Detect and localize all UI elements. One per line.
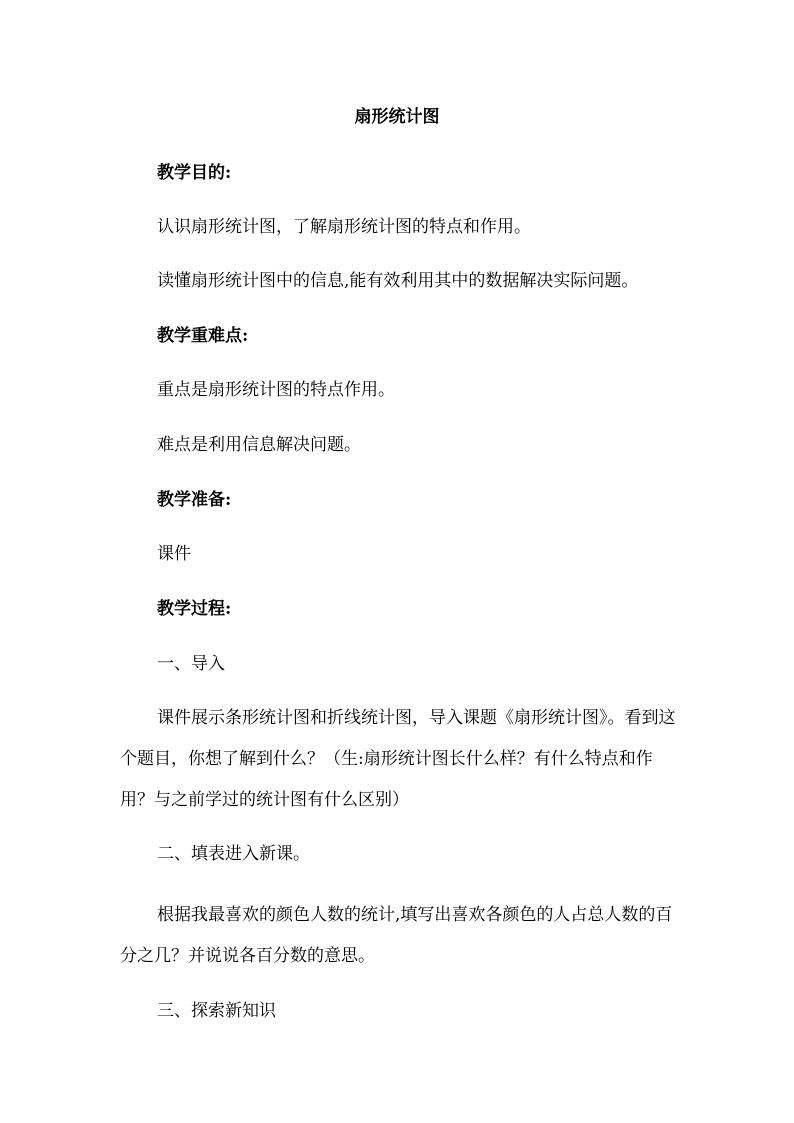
preparation-text: 课件 bbox=[157, 544, 191, 564]
section-3-heading: 三、探索新知识 bbox=[157, 1001, 276, 1021]
key-point: 重点是扇形统计图的特点作用。 bbox=[157, 380, 395, 400]
objective-1: 认识扇形统计图，了解扇形统计图的特点和作用。 bbox=[157, 217, 531, 237]
difficult-point: 难点是利用信息解决问题。 bbox=[157, 435, 361, 455]
objectives-heading: 教学目的: bbox=[157, 163, 232, 183]
preparation-heading: 教学准备: bbox=[157, 490, 232, 510]
objective-2: 读懂扇形统计图中的信息,能有效利用其中的数据解决实际问题。 bbox=[157, 271, 639, 291]
document-title: 扇形统计图 bbox=[354, 107, 440, 127]
section-2-paragraph: 根据我最喜欢的颜色人数的统计,填写出喜欢各颜色的人占总人数的百分之几？并说说各百分数的意思。 bbox=[120, 905, 673, 966]
section-1-paragraph: 课件展示条形统计图和折线统计图，导入课题《扇形统计图》。看到这个题目，你想了解到什么？（生:扇形统计图长什么样？有什么特点和作用？与之前学过的统计图有什么区别） bbox=[120, 708, 676, 810]
key-points-heading: 教学重难点: bbox=[157, 326, 249, 346]
process-heading: 教学过程: bbox=[157, 599, 232, 619]
section-1-heading: 一、导入 bbox=[157, 654, 225, 674]
section-2-heading: 二、填表进入新课。 bbox=[157, 844, 310, 864]
